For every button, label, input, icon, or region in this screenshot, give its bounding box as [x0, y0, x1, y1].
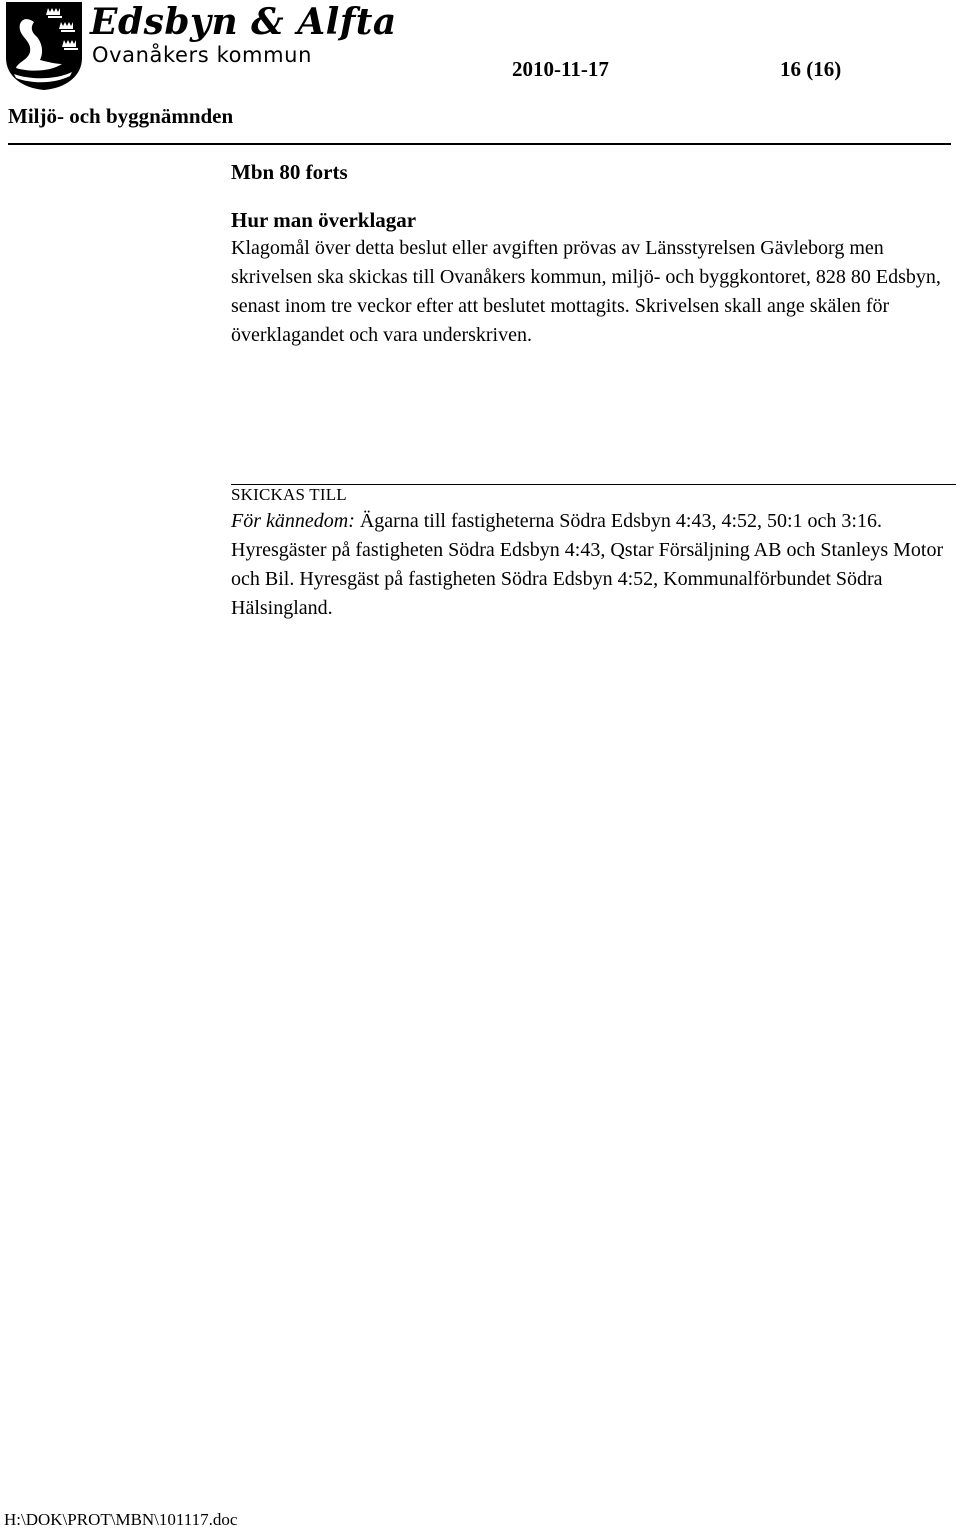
distribution-label: För kännedom: [231, 510, 355, 532]
footer-file-path: H:\DOK\PROT\MBN\101117.doc [4, 1510, 238, 1529]
appeal-heading: Hur man överklagar [231, 208, 417, 232]
municipality-logo-subtitle: Ovanåkers kommun [92, 43, 312, 67]
municipality-logo-name: Edsbyn & Alfta [90, 1, 397, 43]
header-divider [8, 143, 951, 145]
appeal-paragraph: Klagomål över detta beslut eller avgiften prövas av Länsstyrelsen Gävleborg men skrivelsen ska skickas till Ovanåkers kommun, miljö- och byggkontoret, 828 80 Edsbyn, senast inom tre veckor efter att beslutet mottagits. Skrivelsen skall ange skälen för överklagandet och vara underskriven. [231, 237, 941, 346]
distribution-text [231, 507, 955, 623]
section-title: Mbn 80 forts [231, 160, 348, 184]
swan-crown-emblem-icon [4, 2, 84, 90]
page-number: 16 (16) [780, 57, 842, 81]
distribution-section [231, 484, 955, 623]
appeal-section [231, 158, 955, 350]
distribution-heading: SKICKAS TILL [231, 485, 347, 504]
committee-name: Miljö- och byggnämnden [8, 104, 234, 128]
document-date: 2010-11-17 [512, 57, 609, 81]
distribution-recipients: Ägarna till fastigheterna Södra Edsbyn 4:43, 4:52, 50:1 och 3:16. Hyresgäster på fastigheten Södra Edsbyn 4:43, Qstar Försäljning AB och Stanleys Motor och Bil. Hyresgäst på fastigheten Södra Edsbyn 4:52, Kommunalförbundet Södra Hälsingland. [231, 510, 944, 619]
